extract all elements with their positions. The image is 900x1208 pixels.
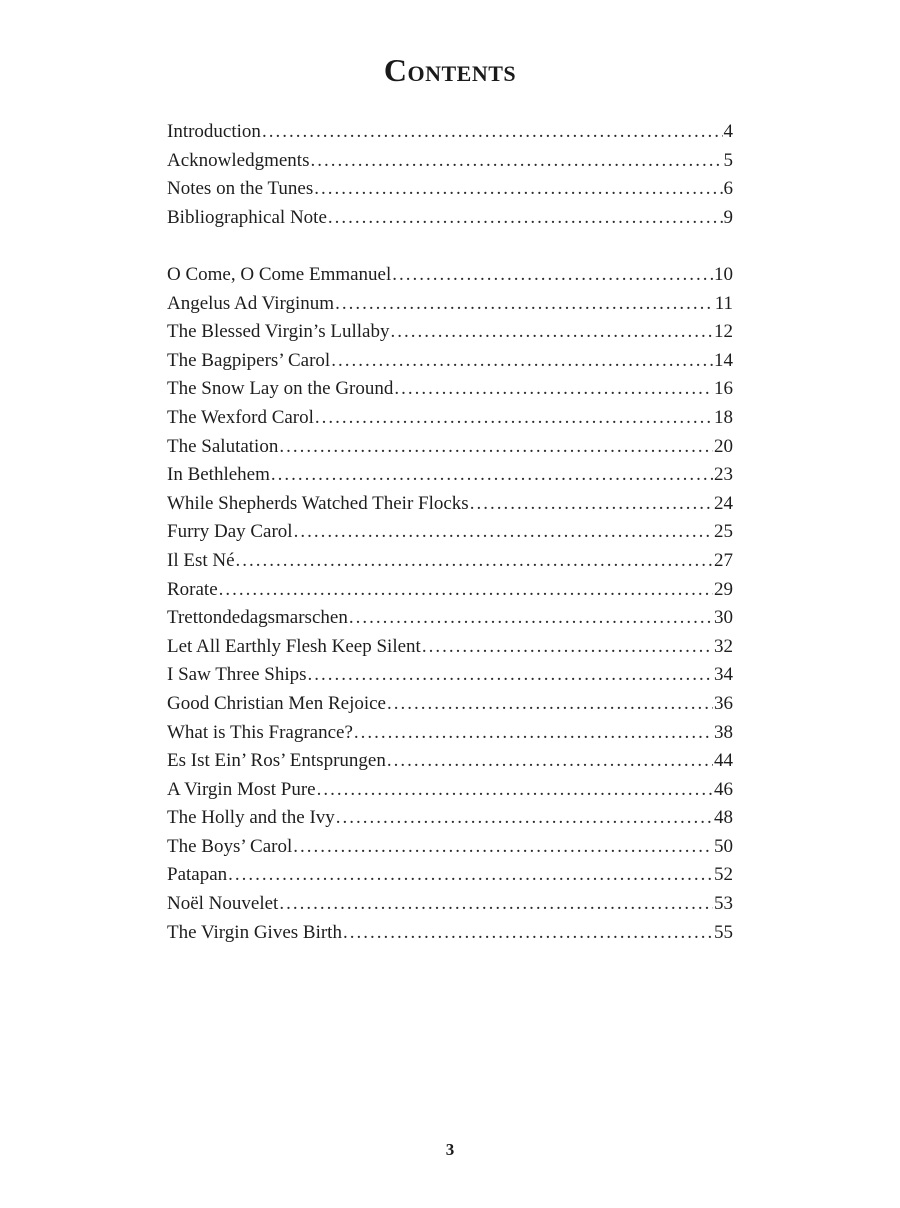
toc-entry-page: 53 bbox=[714, 893, 733, 915]
toc-entry-page: 48 bbox=[714, 807, 733, 829]
toc-entry-title: Good Christian Men Rejoice bbox=[167, 692, 386, 714]
toc-dot-leader bbox=[387, 690, 713, 719]
toc-entry-title: The Holly and the Ivy bbox=[167, 807, 335, 829]
toc-entry-page: 24 bbox=[714, 492, 733, 514]
toc-entry bbox=[167, 604, 733, 633]
toc-entry-page: 32 bbox=[714, 635, 733, 657]
toc-entry-page: 55 bbox=[714, 921, 733, 943]
toc-entry bbox=[167, 690, 733, 719]
toc-entry-title: Noël Nouvelet bbox=[167, 893, 279, 915]
toc-entry-title: Bibliographical Note bbox=[167, 206, 327, 228]
toc-entry bbox=[167, 375, 733, 404]
toc-dot-leader bbox=[294, 518, 713, 547]
toc-dot-leader bbox=[335, 290, 714, 319]
toc-entry-title: Rorate bbox=[167, 578, 218, 600]
toc-entry bbox=[167, 919, 733, 948]
toc-entry bbox=[167, 347, 733, 376]
toc-dot-leader bbox=[315, 404, 713, 433]
toc-entry-title: While Shepherds Watched Their Flocks bbox=[167, 492, 469, 514]
toc-entry-page: 10 bbox=[714, 264, 733, 285]
toc-entry bbox=[167, 633, 733, 662]
toc-entry-title: Introduction bbox=[167, 121, 261, 142]
toc-entry bbox=[167, 118, 733, 147]
toc-entry bbox=[167, 204, 733, 233]
toc-dot-leader bbox=[390, 318, 713, 347]
toc-entry bbox=[167, 747, 733, 776]
toc-dot-leader bbox=[262, 118, 723, 147]
toc-entry-page: 46 bbox=[714, 778, 733, 800]
toc-dot-leader bbox=[343, 919, 713, 948]
toc-entry bbox=[167, 661, 733, 690]
toc-entry-title: In Bethlehem bbox=[167, 464, 270, 486]
toc-entry-page: 30 bbox=[714, 607, 733, 629]
toc-entry-title: A Virgin Most Pure bbox=[167, 778, 316, 800]
toc-entry bbox=[167, 318, 733, 347]
toc-entry bbox=[167, 461, 733, 490]
toc-entry-page: 25 bbox=[714, 521, 733, 543]
toc-entry-page: 27 bbox=[714, 549, 733, 571]
toc-entry-title: Patapan bbox=[167, 864, 228, 886]
toc-entry-page: 38 bbox=[714, 721, 733, 743]
toc-dot-leader bbox=[349, 604, 713, 633]
toc-entry bbox=[167, 175, 733, 204]
toc-entry bbox=[167, 433, 733, 462]
toc-entry-title: Let All Earthly Flesh Keep Silent bbox=[167, 635, 421, 657]
toc-entry-title: The Boys’ Carol bbox=[167, 835, 293, 857]
toc-entry-page: 50 bbox=[714, 835, 733, 857]
toc-entry-page: 6 bbox=[723, 178, 733, 200]
toc-entry-title: The Virgin Gives Birth bbox=[167, 921, 342, 943]
toc-entry-page: 9 bbox=[723, 206, 733, 228]
toc-entry bbox=[167, 547, 733, 576]
toc-entry-title: The Wexford Carol bbox=[167, 406, 314, 428]
toc-entry-page: 36 bbox=[714, 692, 733, 714]
toc-entry-page: 12 bbox=[714, 321, 733, 343]
toc-entry-title: What is This Fragrance? bbox=[167, 721, 353, 743]
toc-entry bbox=[167, 490, 733, 519]
page-title: Contents bbox=[383, 52, 517, 88]
toc-dot-leader bbox=[271, 461, 713, 490]
toc-entry bbox=[167, 890, 733, 919]
toc-dot-leader bbox=[293, 833, 713, 862]
toc-entry-title: The Snow Lay on the Ground bbox=[167, 378, 394, 400]
toc-entry-page: 16 bbox=[714, 378, 733, 400]
toc-dot-leader bbox=[422, 633, 713, 662]
toc-entry bbox=[167, 518, 733, 547]
toc-dot-leader bbox=[279, 433, 713, 462]
toc-entry-title: The Bagpipers’ Carol bbox=[167, 349, 331, 371]
toc-dot-leader bbox=[392, 261, 713, 290]
toc-dot-leader bbox=[387, 747, 713, 776]
page-number: 3 bbox=[445, 1140, 455, 1159]
toc-dot-leader bbox=[336, 804, 713, 833]
toc-entry-title: Notes on the Tunes bbox=[167, 178, 314, 200]
toc-entry-page: 44 bbox=[714, 750, 733, 772]
toc-entry-title: Es Ist Ein’ Ros’ Entsprungen bbox=[167, 750, 386, 772]
toc-entry-page: 11 bbox=[714, 292, 733, 314]
toc-dot-leader bbox=[394, 375, 713, 404]
toc-entry bbox=[167, 290, 733, 319]
toc-dot-leader bbox=[219, 576, 713, 605]
toc-entry bbox=[167, 147, 733, 176]
toc-entry-title: The Salutation bbox=[167, 435, 279, 457]
toc-entry-page: 23 bbox=[714, 464, 733, 486]
toc-dot-leader bbox=[331, 347, 713, 376]
toc-entry bbox=[167, 861, 733, 890]
toc-entry bbox=[167, 776, 733, 805]
toc-dot-leader bbox=[308, 661, 714, 690]
toc-entry-page: 20 bbox=[714, 435, 733, 457]
toc-entry-title: I Saw Three Ships bbox=[167, 664, 307, 686]
toc-entry-title: The Blessed Virgin’s Lullaby bbox=[167, 321, 390, 343]
toc-dot-leader bbox=[328, 204, 723, 233]
toc-dot-leader bbox=[279, 890, 713, 919]
toc-entry bbox=[167, 404, 733, 433]
toc-entry-title: Angelus Ad Virginum bbox=[167, 292, 335, 314]
toc-entry bbox=[167, 833, 733, 862]
toc-dot-leader bbox=[310, 147, 722, 176]
toc-entry-page: 18 bbox=[714, 406, 733, 428]
toc-dot-leader bbox=[236, 547, 713, 576]
toc-carols bbox=[167, 261, 733, 947]
toc-entry bbox=[167, 261, 733, 290]
toc-entry-title: O Come, O Come Emmanuel bbox=[167, 264, 392, 285]
toc-entry-title: Furry Day Carol bbox=[167, 521, 293, 543]
toc-front-matter bbox=[167, 118, 733, 232]
toc-entry-title: Il Est Né bbox=[167, 549, 235, 571]
toc-entry-page: 5 bbox=[723, 149, 733, 171]
toc-dot-leader bbox=[470, 490, 713, 519]
toc-entry bbox=[167, 719, 733, 748]
toc-dot-leader bbox=[314, 175, 722, 204]
toc-entry-title: Trettondedagsmarschen bbox=[167, 607, 348, 629]
toc-dot-leader bbox=[228, 861, 713, 890]
toc-dot-leader bbox=[354, 719, 713, 748]
toc-dot-leader bbox=[317, 776, 713, 805]
toc-entry-page: 52 bbox=[714, 864, 733, 886]
toc-entry-title: Acknowledgments bbox=[167, 149, 310, 171]
toc-entry bbox=[167, 804, 733, 833]
toc-entry-page: 4 bbox=[723, 121, 733, 142]
toc-entry-page: 14 bbox=[714, 349, 733, 371]
toc-entry-page: 29 bbox=[714, 578, 733, 600]
toc-entry bbox=[167, 576, 733, 605]
toc-entry-page: 34 bbox=[714, 664, 733, 686]
